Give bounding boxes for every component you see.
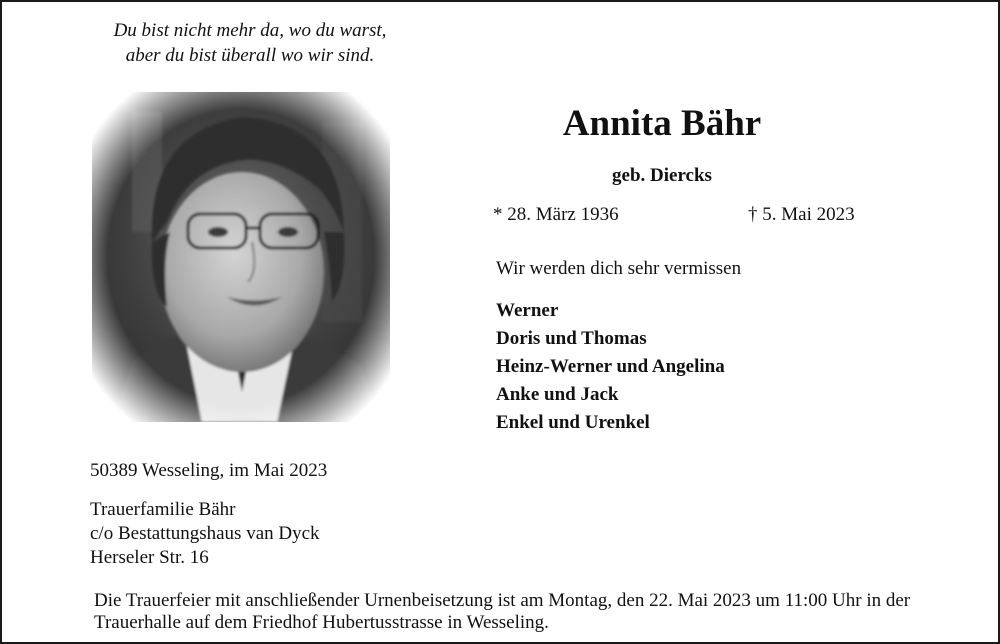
memorial-verse (80, 18, 420, 68)
portrait-image (92, 92, 390, 422)
mourner-item: Enkel und Urenkel (496, 412, 650, 433)
address-line-1: Trauerfamilie Bähr (90, 499, 236, 520)
death-date: † 5. Mai 2023 (748, 204, 855, 225)
ceremony-line-2: Trauerhalle auf dem Friedhof Hubertusstrasse in Wesseling. (94, 612, 549, 633)
farewell-message: Wir werden dich sehr vermissen (496, 258, 742, 279)
ceremony-line-1: Die Trauerfeier mit anschließender Urnenbeisetzung ist am Montag, den 22. Mai 2023 um 11:00 Uhr in der (94, 590, 911, 611)
mourners-list (496, 297, 725, 437)
ceremony-info (94, 590, 954, 634)
verse-line-2: aber du bist überall wo wir sind. (125, 45, 375, 66)
mourner-item: Doris und Thomas (496, 328, 647, 349)
address-line-2: c/o Bestattungshaus van Dyck (90, 523, 320, 544)
birth-date: * 28. März 1936 (493, 204, 619, 225)
place-date: 50389 Wesseling, im Mai 2023 (90, 460, 328, 481)
maiden-name: geb. Diercks (612, 165, 712, 186)
mourner-item: Anke und Jack (496, 384, 619, 405)
portrait-photo (92, 92, 390, 422)
contact-address (90, 498, 320, 570)
mourner-item: Heinz-Werner und Angelina (496, 356, 725, 377)
verse-line-1: Du bist nicht mehr da, wo du warst, (113, 20, 387, 41)
deceased-name: Annita Bähr (562, 103, 762, 144)
mourner-item: Werner (496, 300, 559, 321)
address-line-3: Herseler Str. 16 (90, 547, 209, 568)
